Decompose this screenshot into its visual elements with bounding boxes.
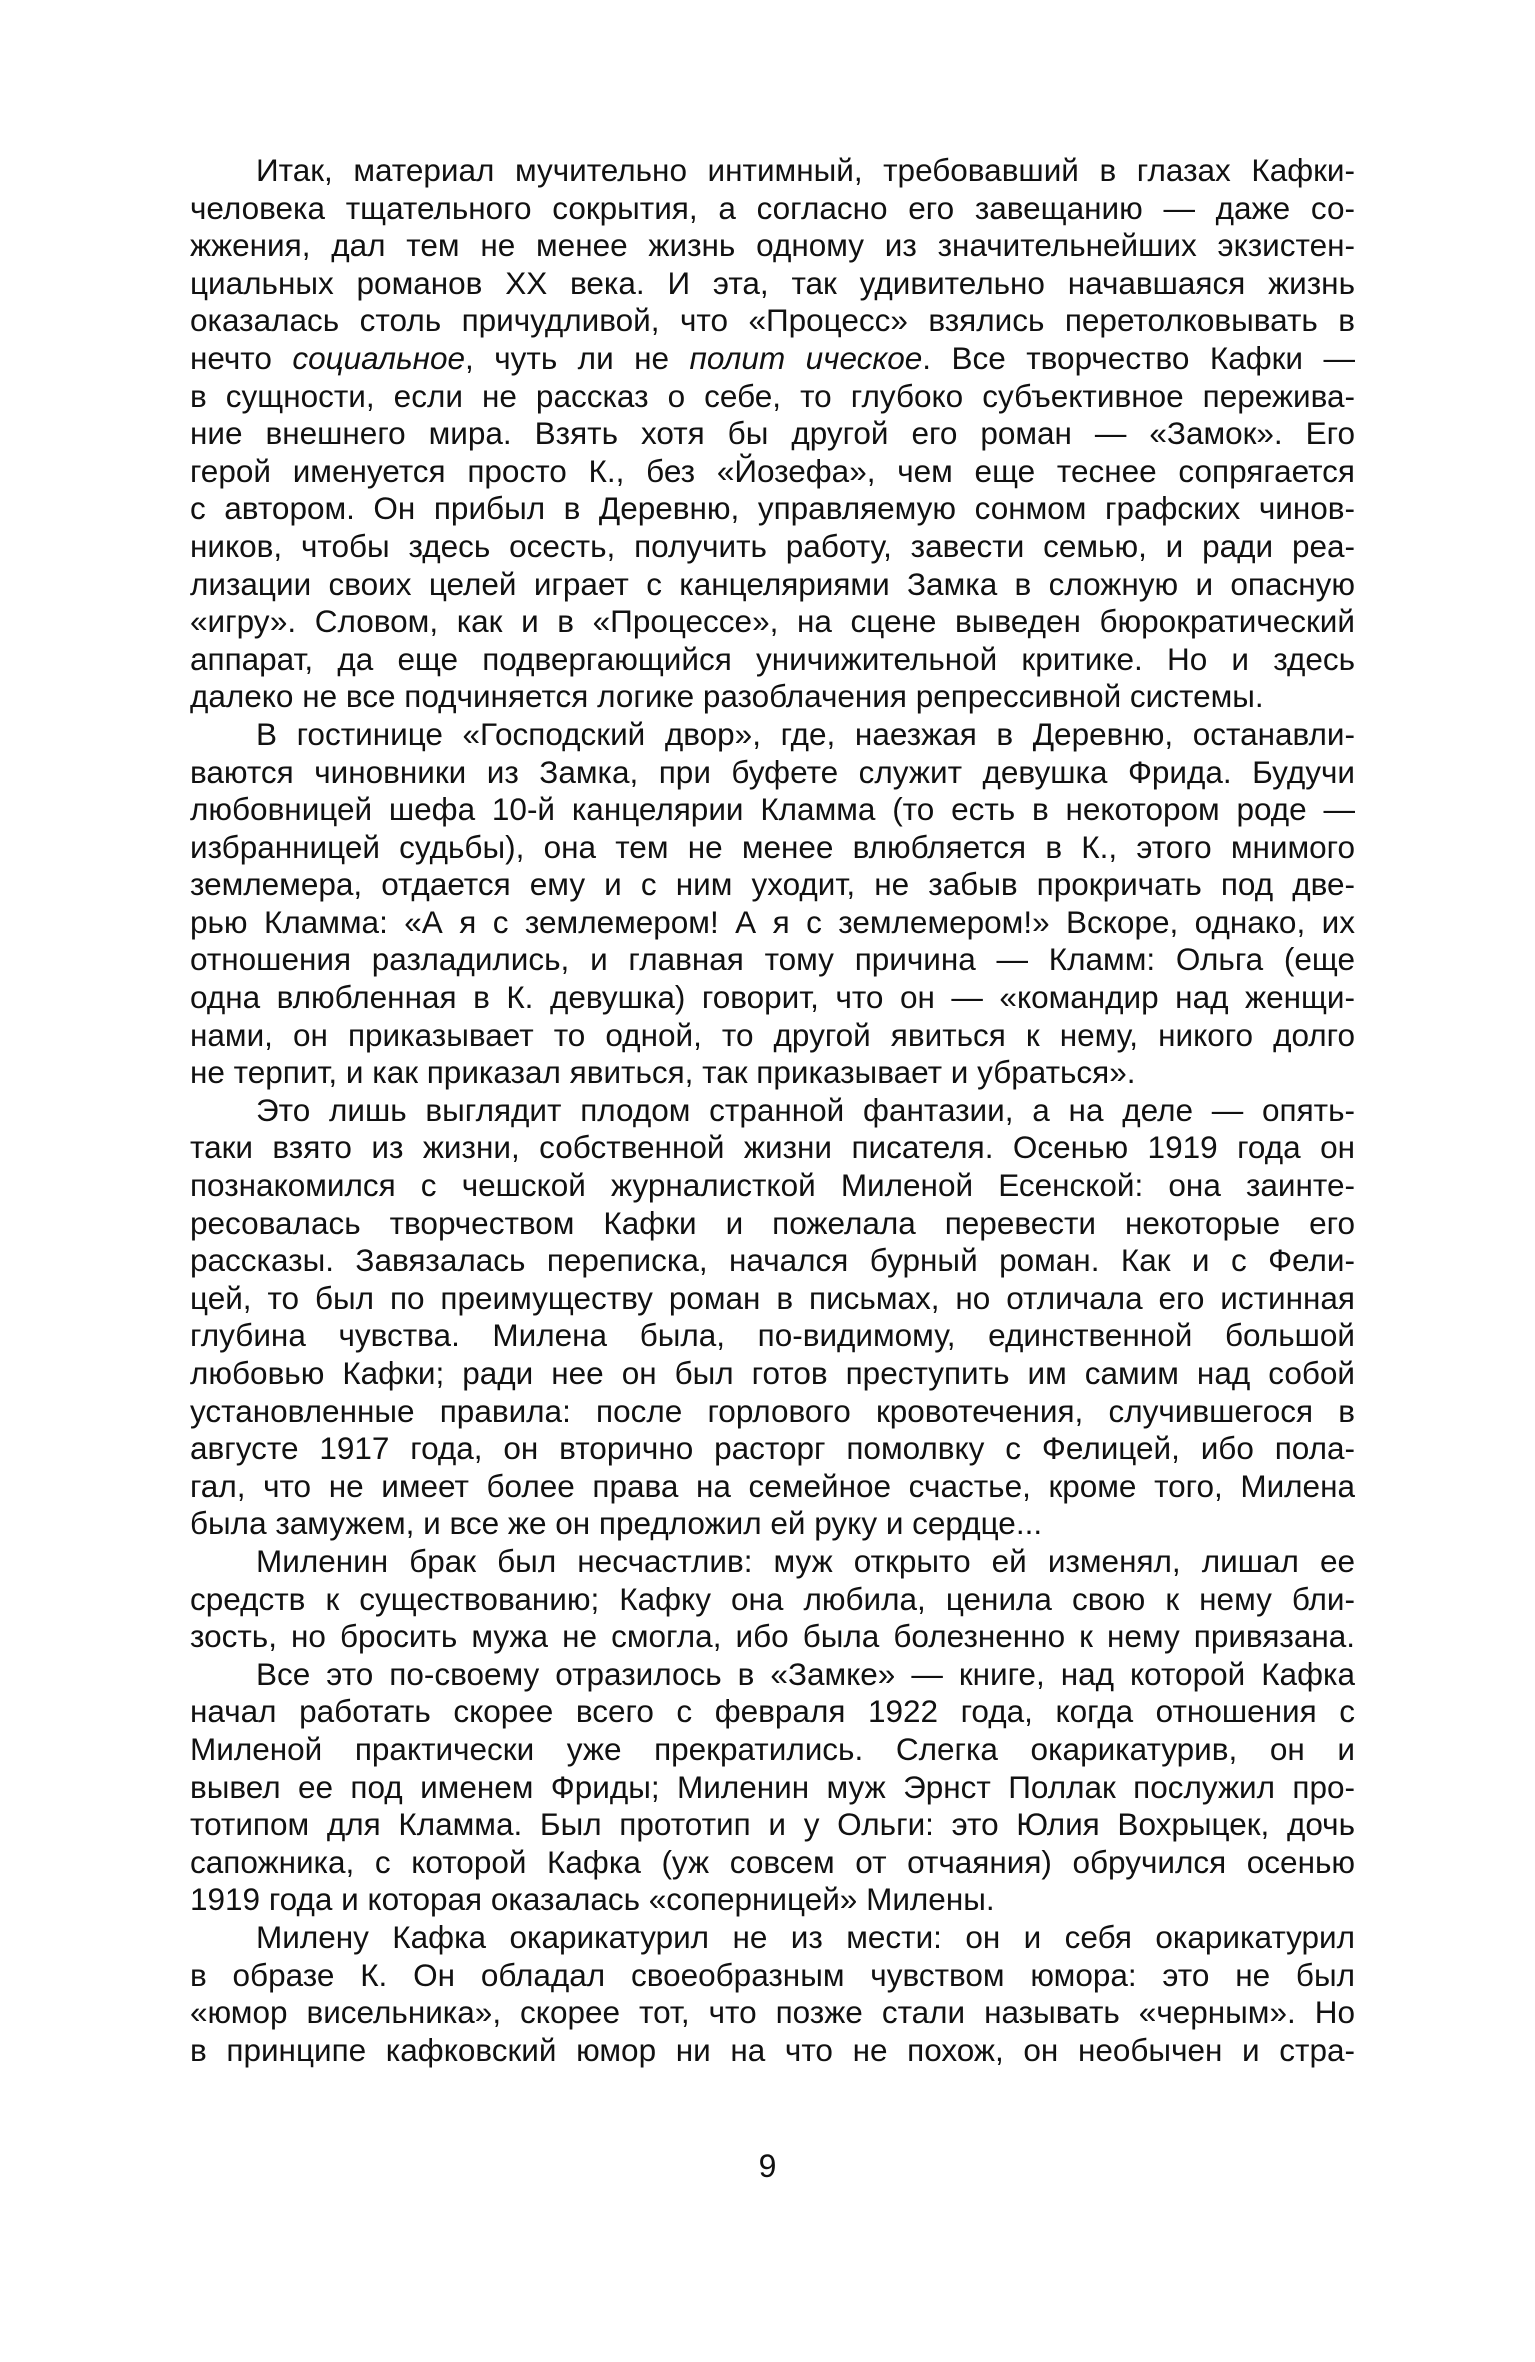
text-line: жжения, дал тем не менее жизнь одному из значительнейших экзистен- [190, 227, 1355, 264]
body-text [190, 152, 1355, 2069]
text-line: нами, он приказывает то одной, то другой явиться к нему, никого долго [190, 1016, 1355, 1053]
text-line: 1919 года и которая оказалась «соперницей» Милены. [190, 1881, 995, 1918]
text-line: была замужем, и все же он предложил ей руку и сердце... [190, 1505, 1043, 1542]
text-line: в принципе кафковский юмор ни на что не похож, он необычен и стра- [190, 2031, 1355, 2068]
text-line: ваются чиновники из Замка, при буфете служит девушка Фрида. Будучи [190, 753, 1355, 790]
text-line: оказалась столь причудливой, что «Процесс» взялись перетолковывать в [190, 302, 1355, 339]
text-line: с автором. Он прибыл в Деревню, управляемую сонмом графских чинов- [190, 490, 1355, 527]
text-line: аппарат, да еще подвергающийся уничижительной критике. Но и здесь [190, 640, 1355, 677]
text-line: начал работать скорее всего с февраля 1922 года, когда отношения с [190, 1693, 1355, 1730]
text-line: средств к существованию; Кафку она любила, ценила свою к нему бли- [190, 1580, 1355, 1617]
text-line: землемера, отдается ему и с ним уходит, не забыв прокричать под две- [190, 866, 1355, 903]
text-line: В гостинице «Господский двор», где, наезжая в Деревню, останавли- [256, 715, 1355, 752]
text-line: рассказы. Завязалась переписка, начался бурный роман. Как и с Фели- [190, 1242, 1355, 1279]
text-line: одна влюбленная в К. девушка) говорит, что он — «командир над женщи- [190, 979, 1355, 1016]
text-line: ресовалась творчеством Кафки и пожелала перевести некоторые его [190, 1204, 1355, 1241]
text-line: в сущности, если не рассказ о себе, то глубоко субъективное пережива- [190, 377, 1355, 414]
text-line: в образе К. Он обладал своеобразным чувством юмора: это не был [190, 1956, 1355, 1993]
text-line: таки взято из жизни, собственной жизни писателя. Осенью 1919 года он [190, 1129, 1355, 1166]
text-line: герой именуется просто К., без «Йозефа», чем еще теснее сопрягается [190, 452, 1355, 489]
text-line: Итак, материал мучительно интимный, требовавший в глазах Кафки- [256, 152, 1355, 188]
text-line: августе 1917 года, он вторично расторг помолвку с Фелицей, ибо пола- [190, 1430, 1355, 1467]
text-line: Миленин брак был несчастлив: муж открыто ей изменял, лишал ее [256, 1542, 1355, 1579]
text-line: «юмор висельника», скорее тот, что позже стали называть «черным». Но [190, 1994, 1355, 2031]
text-line: нечто социальное, чуть ли не полит ическое. Все творчество Кафки — [190, 339, 1355, 376]
page-number: 9 [758, 2148, 777, 2184]
text-line: Миленой практически уже прекратились. Слегка окарикатурив, он и [190, 1730, 1355, 1767]
text-line: глубина чувства. Милена была, по-видимому, единственной большой [190, 1317, 1355, 1354]
text-line: познакомился с чешской журналисткой Миленой Есенской: она заинте- [190, 1167, 1355, 1204]
text-line: отношения разладились, и главная тому причина — Кламм: Ольга (еще [190, 941, 1355, 978]
text-line: тотипом для Кламма. Был прототип и у Ольги: это Юлия Вохрыцек, дочь [190, 1806, 1355, 1843]
text-line: ние внешнего мира. Взять хотя бы другой его роман — «Замок». Его [190, 415, 1355, 452]
text-line: Это лишь выглядит плодом странной фантазии, а на деле — опять- [256, 1091, 1355, 1128]
text-line: любовью Кафки; ради нее он был готов преступить им самим над собой [190, 1355, 1355, 1391]
text-line: ников, чтобы здесь осесть, получить работу, завести семью, и ради реа- [190, 527, 1355, 564]
text-line: не терпит, и как приказал явиться, так приказывает и убраться». [190, 1054, 1136, 1091]
text-line: лизации своих целей играет с канцеляриями Замка в сложную и опасную [190, 565, 1355, 602]
text-line: далеко не все подчиняется логике разоблачения репрессивной системы. [190, 678, 1264, 715]
text-line: цей, то был по преимуществу роман в письмах, но отличала его истинная [190, 1279, 1355, 1316]
text-line: зость, но бросить мужа не смогла, ибо была болезненно к нему привязана. [190, 1618, 1355, 1655]
text-line: вывел ее под именем Фриды; Миленин муж Эрнст Поллак послужил про- [190, 1768, 1355, 1805]
text-line: «игру». Словом, как и в «Процессе», на сцене выведен бюрократический [190, 603, 1355, 640]
text-line: гал, что не имеет более права на семейное счастье, кроме того, Милена [190, 1467, 1355, 1504]
text-line: Милену Кафка окарикатурил не из мести: он и себя окарикатурил [256, 1918, 1355, 1955]
text-line: человека тщательного сокрытия, а согласно его завещанию — даже со- [190, 189, 1355, 226]
text-line: Все это по-своему отразилось в «Замке» — книге, над которой Кафка [256, 1655, 1355, 1692]
text-line: установленные правила: после горлового кровотечения, случившегося в [190, 1392, 1355, 1429]
text-line: любовницей шефа 10-й канцелярии Кламма (то есть в некотором роде — [190, 791, 1355, 828]
text-line: избранницей судьбы), она тем не менее влюбляется в К., этого мнимого [190, 828, 1355, 865]
text-line: циальных романов XX века. И эта, так удивительно начавшаяся жизнь [190, 264, 1355, 301]
text-line: рью Кламма: «А я с землемером! А я с землемером!» Вскоре, однако, их [190, 903, 1355, 940]
text-line: сапожника, с которой Кафка (уж совсем от отчаяния) обручился осенью [190, 1843, 1355, 1880]
